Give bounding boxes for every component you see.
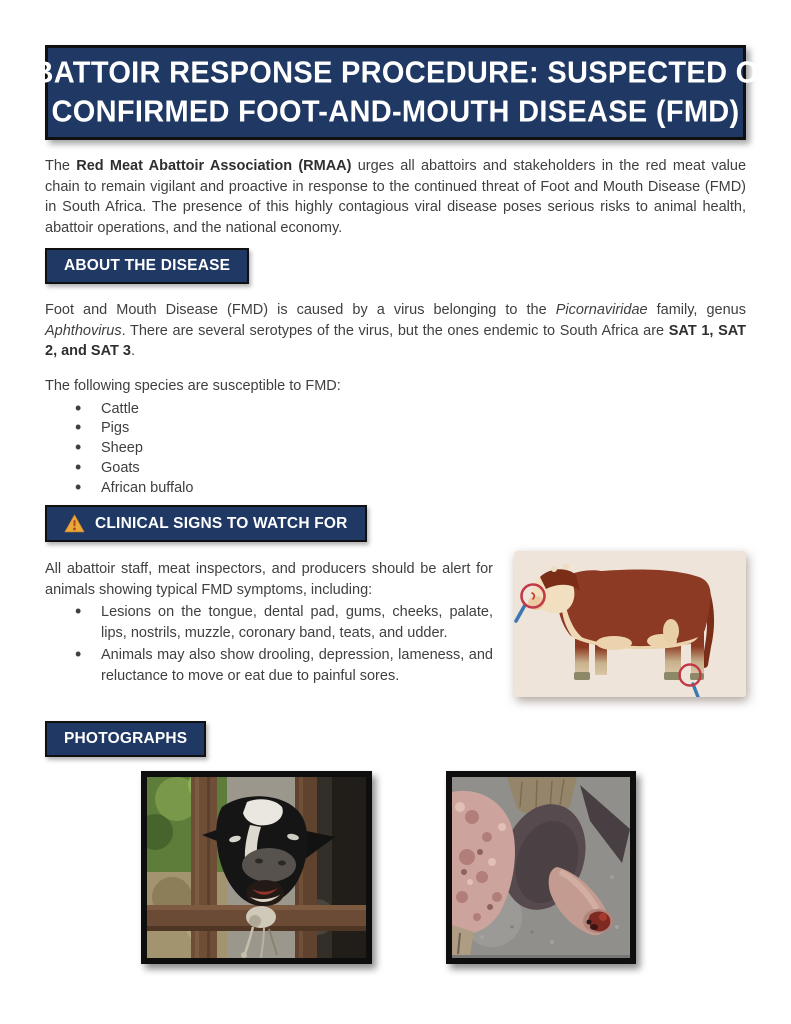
clinical-intro: All abattoir staff, meat inspectors, and producers should be alert for animals showing typical FMD symptoms, including:: [45, 561, 493, 598]
list-item: • Lesions on the tongue, dental pad, gums, cheeks, palate, lips, nostrils, muzzle, coronary band, teats, and udder.: [75, 602, 493, 643]
section-badge-clinical-signs: [45, 505, 367, 542]
warning-triangle-icon: [64, 514, 85, 533]
about-paragraph: [45, 300, 746, 362]
photographs-row: [141, 771, 791, 964]
list-item: • African buffalo: [75, 479, 746, 498]
pig-snout-lesions-photo: [446, 771, 636, 964]
list-item: • Cattle: [75, 400, 746, 419]
about-bold-serotypes: SAT 1, SAT 2, and SAT 3: [45, 322, 746, 359]
about-italic-aphthovirus: Aphthovirus: [45, 322, 122, 339]
title-line-1: ABATTOIR RESPONSE PROCEDURE: SUSPECTED OR: [11, 55, 780, 90]
species-list: [45, 400, 746, 498]
about-badge-label: ABOUT THE DISEASE: [64, 257, 231, 274]
title-banner: [11, 45, 780, 140]
intro-text-2: urges all abattoirs and stakeholders in the red meat value chain to remain vigilant and proactive in response to the continued threat of Foot and Mouth Disease (FMD) in South Africa. The presence of this highly contagious viral disease poses serious risks to animal health, abattoir operations, and the national economy.: [45, 158, 747, 236]
cattle-mouth-lesions-photo: [141, 771, 372, 964]
clinical-bullet-list: [45, 602, 493, 686]
list-item: • Animals may also show drooling, depression, lameness, and reluctance to move or eat due to painful sores.: [75, 645, 493, 686]
list-item: • Goats: [75, 459, 746, 478]
about-text-1: Foot and Mouth Disease (FMD) is caused by a virus belonging to the: [45, 302, 556, 318]
about-text-3: . There are several serotypes of the virus, but the ones endemic to South Africa are: [121, 322, 669, 339]
cow-lesion-sites-illustration: [514, 551, 746, 697]
intro-text-1: The: [45, 158, 77, 174]
clinical-text-column: [45, 551, 493, 686]
about-italic-picornaviridae: Picornaviridae: [555, 302, 648, 318]
about-text-2: family, genus: [647, 302, 746, 318]
clinical-badge-label: CLINICAL SIGNS TO WATCH FOR: [95, 514, 348, 532]
species-intro: The following species are susceptible to FMD:: [45, 377, 341, 394]
list-item: • Pigs: [75, 419, 746, 438]
clinical-section: [45, 551, 746, 697]
intro-bold-rmaa: Red Meat Abattoir Association (RMAA): [76, 158, 352, 174]
photographs-badge-label: PHOTOGRAPHS: [64, 730, 188, 748]
section-badge-photographs: [45, 721, 206, 757]
intro-paragraph: [45, 156, 746, 238]
list-item: • Sheep: [75, 439, 746, 458]
title-line-2: CONFIRMED FOOT-AND-MOUTH DISEASE (FMD): [51, 94, 740, 129]
about-text-4: .: [130, 343, 135, 359]
section-badge-about-the-disease: [45, 248, 249, 284]
